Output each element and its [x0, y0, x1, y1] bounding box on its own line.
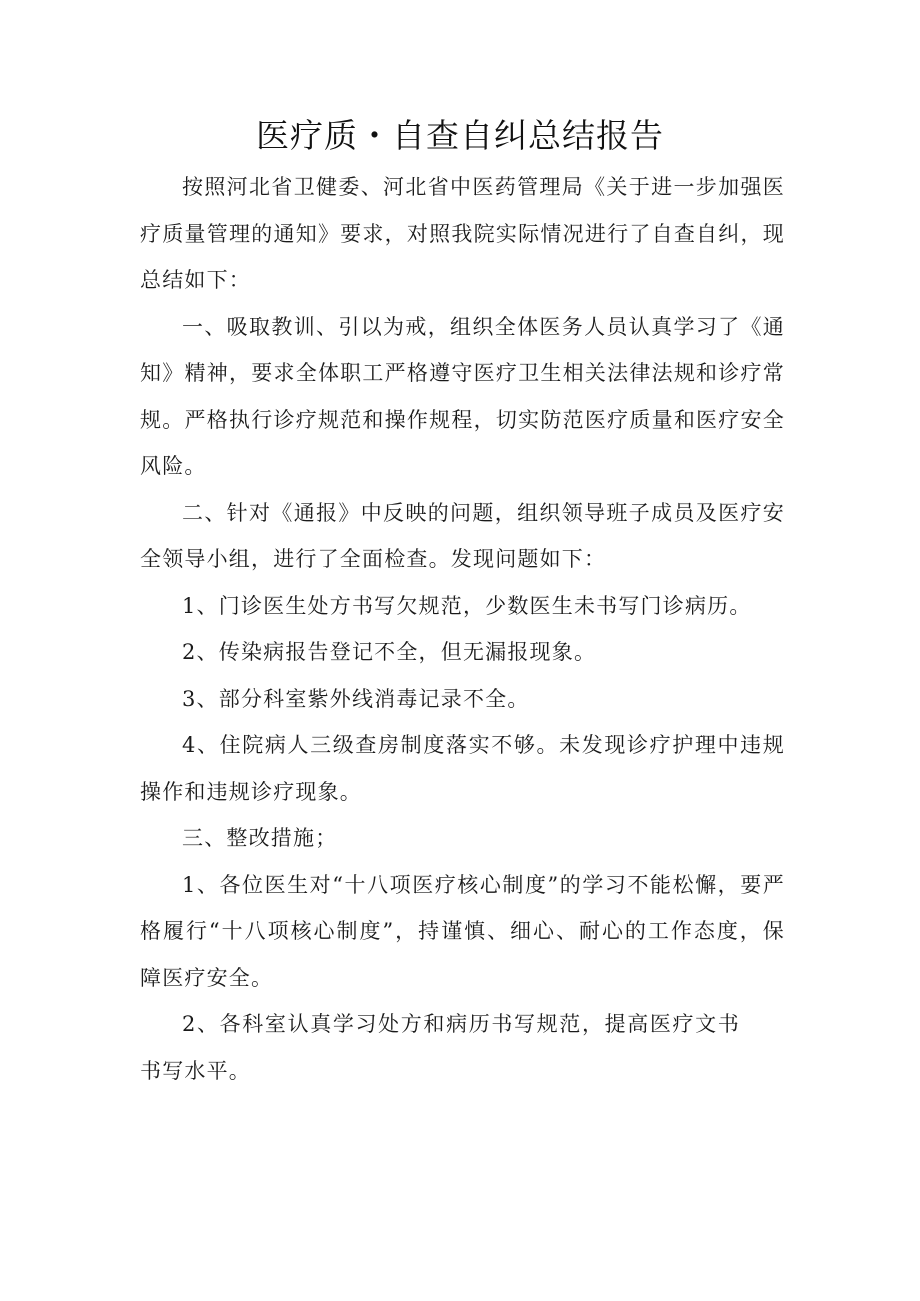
- paragraph-section-1: 一、吸取教训、引以为戒，组织全体医务人员认真学习了《通知》精神，要求全体职工严格遵守医疗卫生相关法律法规和诊疗常规。严格执行诊疗规范和操作规程，切实防范医疗质量和医疗安全风险。: [140, 314, 785, 478]
- paragraph-section-2: 二、针对《通报》中反映的问题，组织领导班子成员及医疗安全领导小组，进行了全面检查。发现问题如下：: [140, 500, 785, 571]
- document-body: [140, 164, 785, 1094]
- paragraph-measure-1: 1、各位医生对“十八项医疗核心制度”的学习不能松懈，要严格履行“十八项核心制度”，持谨慎、细心、耐心的工作态度，保障医疗安全。: [140, 872, 785, 990]
- paragraph-issue-2: 2、传染病报告登记不全，但无漏报现象。: [182, 640, 597, 664]
- paragraph-issue-1: 1、门诊医生处方书写欠规范，少数医生未书写门诊病历。: [182, 593, 752, 618]
- paragraph-intro: 按照河北省卫健委、河北省中医药管理局《关于进一步加强医疗质量管理的通知》要求，对照我院实际情况进行了自查自纠，现总结如下：: [140, 175, 785, 292]
- paragraph-issue-4: 4、住院病人三级查房制度落实不够。未发现诊疗护理中违规操作和违规诊疗现象。: [140, 733, 785, 804]
- document-title: 医疗质・自查自纠总结报告: [256, 116, 664, 155]
- paragraph-measure-2: 2、各科室认真学习处方和病历书写规范，提高医疗文书书写水平。: [140, 1012, 740, 1083]
- paragraph-section-3: 三、整改措施；: [182, 826, 338, 850]
- paragraph-issue-3: 3、部分科室紫外线消毒记录不全。: [182, 686, 530, 711]
